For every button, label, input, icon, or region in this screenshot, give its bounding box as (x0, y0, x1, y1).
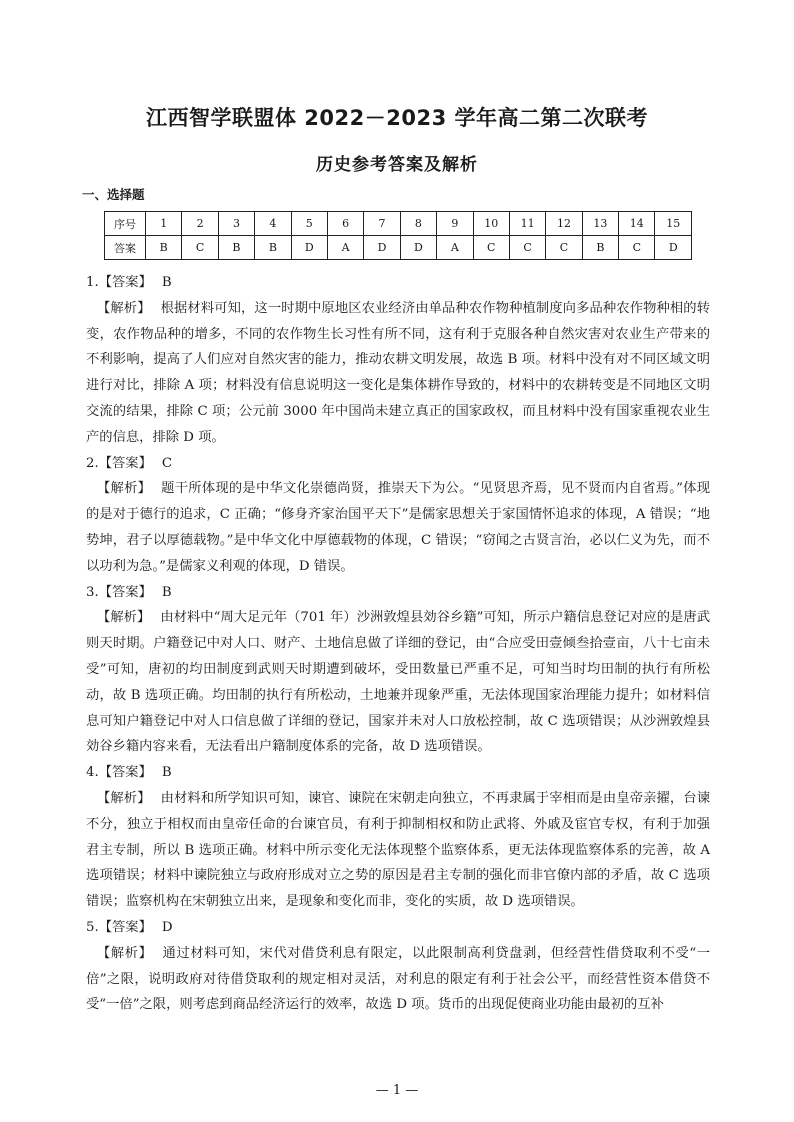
question-number: 5. (86, 919, 99, 935)
question-number-cell: 14 (619, 212, 655, 236)
question-number-cell: 8 (400, 212, 436, 236)
explanation-text: 根据材料可知，这一时期中原地区农业经济由单品种农作物种植制度向多品种农作物种相的转变，农作物品种的增多，不同的农作物生长习性有所不同，这有利于克服各种自然灾害对农业生产带来的不利影响，提高了人们应对自然灾害的能力，推动农耕文明发展，故选 B 项。材料中没有对不同区域文明进行对比，排除 A 项；材料没有信息说明这一变化是集体耕作导致的，材料中的农耕转变是不同地区文明交流的结果，排除 C 项；公元前 3000 年中国尚未建立真正的国家政权，而且材料中没有国家重视农业生产的信息，排除 D 项。 (86, 300, 710, 445)
question-block (86, 270, 710, 451)
answer-cell: D (655, 236, 692, 260)
answer-cell: C (619, 236, 655, 260)
question-number: 1. (86, 275, 99, 290)
question-number: 3. (86, 584, 99, 600)
explanation-tag: 【解析】 (97, 610, 151, 626)
question-number-cell: 6 (327, 212, 363, 236)
answer-cell: C (473, 236, 509, 260)
question-number-cell: 9 (437, 212, 473, 236)
explanation-tag: 【解析】 (97, 300, 151, 316)
question-block (86, 760, 710, 915)
row-label-number: 序号 (105, 212, 146, 236)
answer-cell: A (437, 236, 473, 260)
explanation-text: 题干所体现的是中华文化崇德尚贤，推崇天下为公。“见贤思齐焉，见不贤而内自省焉。”体现的是对于德行的追求，C 正确；“修身齐家治国平天下”是儒家思想关于家国情怀追求的体现，A 错误；“地势坤，君子以厚德载物。”是中华文化中厚德载物的体现，C 错误；“窃闻之古贤言治，必以仁义为先，而不以功利为急。”是儒家义利观的体现，D 错误。 (86, 481, 710, 574)
answer-cell: B (255, 236, 291, 260)
answer-cell: B (218, 236, 254, 260)
row-label-answer: 答案 (105, 236, 146, 260)
answer-cell: A (327, 236, 363, 260)
answer-line (86, 760, 710, 786)
explanation-tag: 【解析】 (97, 945, 153, 961)
question-number-cell: 13 (582, 212, 618, 236)
explanation-paragraph (86, 786, 710, 915)
question-number-cell: 12 (546, 212, 582, 236)
answer-letter: C (161, 455, 173, 471)
question-number-cell: 2 (182, 212, 218, 236)
answer-letter: B (161, 584, 172, 600)
section-heading: 一、选择题 (82, 187, 145, 202)
answer-cell: D (400, 236, 436, 260)
question-block (86, 915, 710, 1018)
question-number-cell: 1 (146, 212, 182, 236)
explanation-text: 通过材料可知，宋代对借贷利息有限定，以此限制高利贷盘剥，但经营性借贷取利不受“一倍”之限，说明政府对待借贷取利的规定相对灵活，对利息的限定有利于社会公平，而经营性资本借贷不受“一倍”之限，则考虑到商品经济运行的效率，故选 D 项。货币的出现促使商业功能由最初的互补 (86, 945, 711, 1013)
question-number: 2. (86, 455, 99, 471)
answer-cell: D (291, 236, 327, 260)
answer-line (86, 915, 710, 941)
answer-cell: C (546, 236, 582, 260)
explanation-text: 由材料和所学知识可知，谏官、谏院在宋朝走向独立，不再隶属于宰相而是由皇帝亲擢，台谏不分，独立于相权而由皇帝任命的台谏官员，有利于抑制相权和防止武将、外戚及宦官专权，有利于加强君主专制，所以 B 选项正确。材料中所示变化无法体现整个监察体系，更无法体现监察体系的完善，故 A 选项错误；材料中谏院独立与政府形成对立之势的原因是君主专制的强化而非官僚内部的矛盾，故 C 选项错误；监察机构在宋朝独立出来，是现象和变化而非，变化的实质，故 D 选项错误。 (86, 790, 710, 910)
answer-table-row-numbers (105, 212, 692, 236)
explanation-text: 由材料中“周大足元年（701 年）沙洲敦煌县効谷乡籍”可知，所示户籍信息登记对应的是唐武则天时期。户籍登记中对人口、财产、土地信息做了详细的登记，由“合应受田壹倾叁拾壹亩，八十七亩未受”可知，唐初的均田制度到武则天时期遭到破坏，受田数量已严重不足，可知当时均田制的执行有所松动，故 B 选项正确。均田制的执行有所松动，土地兼并现象严重，无法体现国家治理能力提升；如材料信息可知户籍登记中对人口信息做了详细的登记，国家并未对人口放松控制，故 C 选项错误；从沙洲敦煌县効谷乡籍内容来看，无法看出户籍制度体系的完备，故 D 选项错误。 (86, 610, 711, 755)
explanation-paragraph (86, 605, 710, 760)
question-block (86, 451, 710, 580)
answer-line (86, 451, 710, 477)
answer-tag: 【答案】 (98, 765, 152, 781)
answer-line (86, 270, 710, 296)
page-subtitle: 历史参考答案及解析 (316, 155, 478, 175)
page-title: 江西智学联盟体 2022－2023 学年高二第二次联考 (145, 106, 648, 130)
answer-letter: B (161, 765, 172, 781)
answer-line (86, 580, 710, 606)
question-number-cell: 4 (255, 212, 291, 236)
answer-tag: 【答案】 (98, 275, 152, 290)
explanation-tag: 【解析】 (97, 481, 152, 497)
answer-cell: B (582, 236, 618, 260)
answer-cell: D (364, 236, 400, 260)
explanation-paragraph (86, 296, 710, 451)
explanation-paragraph (86, 476, 710, 579)
answer-tag: 【答案】 (98, 455, 152, 471)
question-number: 4. (86, 765, 99, 781)
answer-letter: B (161, 275, 172, 290)
answer-table-row-answers (105, 236, 692, 260)
question-number-cell: 15 (655, 212, 692, 236)
question-block (86, 580, 710, 761)
explanations (86, 270, 710, 1018)
question-number-cell: 11 (509, 212, 545, 236)
answer-cell: B (146, 236, 182, 260)
answer-tag: 【答案】 (98, 584, 152, 600)
question-number-cell: 3 (218, 212, 254, 236)
explanation-paragraph (86, 941, 710, 1018)
answer-cell: C (182, 236, 218, 260)
explanation-tag: 【解析】 (97, 790, 151, 806)
question-number-cell: 7 (364, 212, 400, 236)
answer-letter: D (161, 919, 173, 935)
answer-tag: 【答案】 (98, 919, 152, 935)
answer-cell: C (509, 236, 545, 260)
question-number-cell: 5 (291, 212, 327, 236)
question-number-cell: 10 (473, 212, 509, 236)
answer-table (104, 211, 692, 260)
page-number: — 1 — (375, 1083, 419, 1098)
